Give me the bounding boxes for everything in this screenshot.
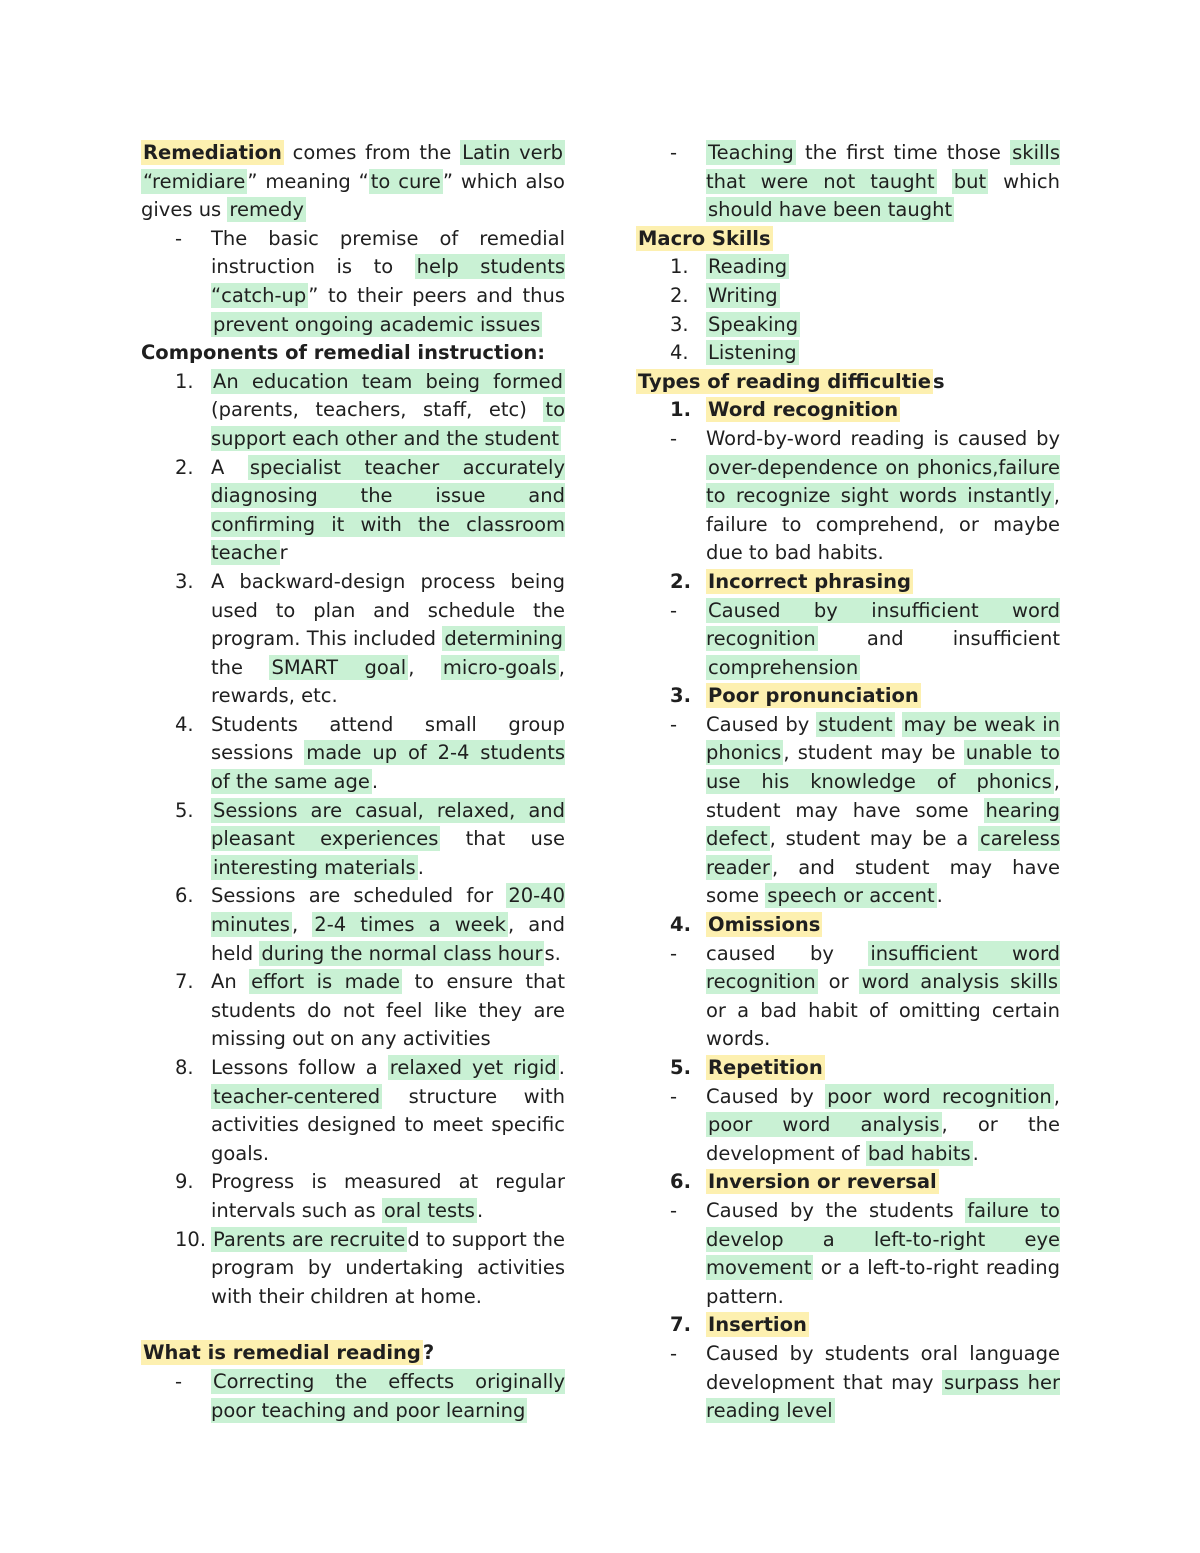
intro-highlight: to cure — [370, 169, 441, 193]
difficulty-title-text: Omissions — [708, 913, 821, 937]
teaching-item — [636, 139, 1060, 225]
item-number: 3. — [175, 569, 194, 593]
item-number: 2. — [670, 283, 689, 307]
difficulty-description — [636, 1340, 1060, 1426]
dash-marker: - — [670, 1198, 678, 1222]
intro-highlight: remedy — [229, 198, 304, 222]
premise-text: The basic premise of remedial instruction is to — [211, 226, 565, 279]
difficulty-title — [636, 1311, 1060, 1340]
difficulty-description — [636, 711, 1060, 911]
dash-marker: - — [175, 1369, 183, 1393]
component-highlight: oral tests — [383, 1198, 475, 1222]
difficulty-title — [636, 1168, 1060, 1197]
component-highlight: made up of 2-4 students of the same age — [211, 741, 566, 794]
types-heading — [636, 368, 1060, 397]
item-number: 3. — [670, 684, 691, 708]
component-highlight: 20-40 minutes — [211, 884, 565, 937]
component-text: A backward-design process being used to plan and schedule the program. This included — [211, 569, 565, 651]
component-text: , rewards, etc. — [211, 655, 565, 708]
difficulty-text: Caused by — [706, 712, 817, 736]
component-highlight: during the normal class hour — [261, 941, 543, 965]
intro-highlight: Latin verb — [462, 141, 563, 164]
difficulty-highlight: Caused by insufficient word recognition — [706, 598, 1060, 651]
dash-marker: - — [670, 712, 678, 736]
types-heading-text: Types of reading difficultie — [638, 369, 931, 393]
component-text: (parents, teachers, staff, etc) — [211, 398, 544, 422]
component-highlight: specialist teacher accurately diagnosing the issue and confirming it with the classroom teache — [211, 455, 565, 565]
component-text: . — [417, 855, 424, 879]
component-highlight: An education team being formed — [213, 369, 563, 393]
difficulty-highlight: may be weak in phonics — [706, 712, 1060, 765]
difficulty-title-text: Inversion or reversal — [708, 1170, 937, 1194]
component-item — [141, 882, 565, 968]
difficulty-text: , failure to comprehend, or maybe due to bad habits. — [706, 484, 1060, 565]
dash-marker: - — [670, 1084, 678, 1108]
difficulty-highlight: hearing defect — [706, 798, 1060, 851]
component-text: , — [408, 655, 441, 679]
types-list — [636, 396, 1060, 1425]
teaching-highlight: but — [953, 169, 987, 193]
component-item — [141, 454, 565, 568]
difficulty-highlight: student — [818, 712, 893, 736]
item-number: 4. — [670, 341, 689, 365]
item-number: 1. — [175, 369, 194, 393]
macro-skill-text: Listening — [708, 341, 797, 365]
item-number: 6. — [175, 884, 194, 908]
difficulty-text: Caused by students oral language development that may — [706, 1341, 1060, 1394]
difficulty-highlight: failure to develop a left-to-right eye movement — [706, 1198, 1060, 1280]
item-number: 1. — [670, 398, 691, 422]
difficulty-title-text: Word recognition — [708, 398, 899, 422]
premise-highlight: prevent ongoing academic issues — [213, 312, 541, 336]
difficulty-highlight: over-dependence on phonics,failure to recognize sight words instantly — [706, 455, 1060, 508]
component-text: . — [371, 770, 379, 794]
item-number: 9. — [175, 1170, 194, 1194]
component-text: r — [279, 541, 288, 565]
dash-marker: - — [670, 141, 678, 164]
component-text: s. — [544, 941, 561, 965]
dash-marker: - — [670, 426, 678, 450]
component-text: d to support the program by undertaking activities with their children at home. — [211, 1227, 565, 1308]
item-number: 7. — [670, 1313, 691, 1337]
intro-highlight: “remidiare — [143, 169, 246, 193]
remedial-heading-text: What is remedial reading — [143, 1341, 421, 1365]
difficulty-highlight: bad habits — [867, 1141, 971, 1165]
teaching-highlight: Teaching — [708, 141, 794, 164]
item-number: 7. — [175, 970, 194, 994]
difficulty-title — [636, 396, 1060, 425]
item-number: 5. — [670, 1056, 691, 1079]
difficulty-text: and insufficient — [817, 627, 1060, 651]
difficulty-highlight: speech or accent — [767, 884, 935, 908]
component-highlight: relaxed yet rigid — [389, 1056, 557, 1079]
component-highlight: micro-goals — [442, 655, 557, 679]
components-heading: Components of remedial instruction: — [141, 341, 546, 365]
difficulty-highlight: comprehension — [708, 655, 859, 679]
premise-text: ” to their peers and thus — [308, 283, 565, 307]
component-text: to ensure that students do not feel like they are missing out on any activities — [211, 970, 565, 1051]
difficulty-text: or — [817, 970, 860, 994]
difficulty-text: Caused by — [706, 1084, 826, 1108]
difficulty-text: or a left-to-right reading pattern. — [706, 1256, 1060, 1308]
difficulty-text: . — [972, 1141, 979, 1165]
difficulty-text: , or the development of — [706, 1113, 1060, 1165]
difficulty-description — [636, 597, 1060, 683]
right-column — [636, 139, 1060, 1426]
component-text: Progress is measured at regular intervals such as — [211, 1170, 565, 1222]
dash-marker: - — [175, 226, 183, 250]
macro-heading-text: Macro Skills — [638, 226, 771, 250]
component-highlight: effort is made — [251, 970, 400, 994]
macro-skills-heading — [636, 225, 1060, 254]
premise-item — [141, 225, 565, 339]
difficulty-description — [636, 425, 1060, 568]
item-number: 6. — [670, 1170, 691, 1194]
component-highlight: to support each other and the student — [211, 398, 565, 450]
macro-skill-text: Reading — [708, 255, 788, 279]
dash-marker: - — [670, 598, 678, 622]
remedial-reading-heading — [141, 1339, 565, 1368]
types-heading-tail: s — [932, 369, 945, 393]
component-item — [141, 1226, 565, 1312]
difficulty-title-text: Poor pronunciation — [708, 684, 919, 708]
component-text: Lessons follow a — [211, 1056, 388, 1079]
difficulty-text: , student may be — [783, 741, 964, 765]
spacer — [141, 1311, 565, 1339]
remedial-item — [141, 1368, 565, 1425]
item-number: 4. — [175, 712, 194, 736]
component-item — [141, 797, 565, 883]
component-highlight: Sessions are casual, relaxed, and pleasant experiences — [211, 798, 565, 851]
difficulty-text: caused by — [706, 941, 869, 965]
item-number: 1. — [670, 255, 689, 279]
difficulty-highlight: poor word analysis — [708, 1113, 940, 1137]
macro-skill-text: Speaking — [708, 312, 799, 336]
item-number: 4. — [670, 913, 691, 937]
dash-marker: - — [670, 1341, 678, 1365]
component-text: . — [558, 1056, 565, 1079]
component-text: Students attend small group sessions — [211, 712, 565, 765]
difficulty-text — [895, 713, 902, 736]
difficulty-text: or a bad habit of omitting certain words. — [706, 998, 1060, 1051]
teaching-text — [937, 170, 952, 193]
component-text: that use — [440, 827, 565, 851]
item-number: 10. — [175, 1227, 207, 1251]
difficulty-highlight: insufficient word recognition — [706, 941, 1060, 994]
difficulty-title — [636, 568, 1060, 597]
component-item — [141, 968, 565, 1054]
difficulty-highlight: surpass her reading level — [706, 1370, 1060, 1423]
macro-item — [636, 282, 1060, 311]
difficulty-description — [636, 940, 1060, 1054]
item-number: 5. — [175, 798, 194, 822]
intro-paragraph — [141, 139, 565, 225]
intro-text: ” meaning “ — [247, 169, 369, 193]
component-text: A — [211, 455, 248, 479]
difficulty-title-text: Insertion — [708, 1313, 807, 1337]
intro-text: ” which also gives us — [141, 169, 565, 222]
difficulty-title — [636, 911, 1060, 940]
difficulty-highlight: word analysis skills — [861, 970, 1058, 994]
remedial-heading-mark: ? — [422, 1341, 435, 1365]
left-column — [141, 139, 565, 1425]
item-number: 2. — [175, 455, 194, 479]
component-highlight: 2-4 times a week — [314, 913, 506, 937]
difficulty-highlight: careless reader — [706, 827, 1060, 879]
component-text: structure with activities designed to meet specific goals. — [211, 1084, 565, 1165]
component-highlight: interesting materials — [213, 855, 416, 879]
difficulty-text: Caused by the students — [706, 1198, 966, 1222]
component-item — [141, 568, 565, 711]
macro-item — [636, 339, 1060, 368]
component-item — [141, 1054, 565, 1168]
component-text: the — [211, 655, 270, 679]
difficulty-highlight: poor word recognition — [827, 1084, 1052, 1108]
macro-item — [636, 311, 1060, 340]
macro-item — [636, 253, 1060, 282]
component-highlight: determining — [444, 627, 563, 651]
difficulty-text: , student may have some — [706, 770, 1060, 822]
item-number: 2. — [670, 569, 691, 593]
difficulty-highlight: unable to use his knowledge of phonics — [706, 741, 1060, 794]
dash-marker: - — [670, 941, 678, 965]
difficulty-text: , and student may have some — [706, 855, 1060, 908]
component-text: . — [476, 1198, 484, 1222]
difficulty-title — [636, 1054, 1060, 1083]
component-item — [141, 1168, 565, 1225]
difficulty-text: Word-by-word reading is caused by — [706, 426, 1060, 450]
teaching-highlight: skills that were not taught — [706, 141, 1060, 193]
component-text: , and held — [211, 913, 565, 965]
component-item — [141, 711, 565, 797]
component-text: Sessions are scheduled for — [211, 884, 507, 908]
difficulty-title — [636, 682, 1060, 711]
term-remediation: Remediation — [143, 141, 282, 164]
teaching-highlight: should have been taught — [708, 198, 953, 222]
teaching-text: the first time those — [795, 141, 1011, 164]
premise-highlight: help students “catch-up — [211, 255, 565, 307]
difficulty-text: , student may be a — [769, 827, 978, 851]
intro-text: comes from the — [283, 141, 461, 164]
component-text: An — [211, 970, 250, 994]
difficulty-description — [636, 1083, 1060, 1169]
remedial-item-text: Correcting the effects originally poor teaching and poor learning — [211, 1369, 565, 1422]
difficulty-title-text: Incorrect phrasing — [708, 569, 911, 593]
component-highlight: Parents are recruite — [213, 1227, 406, 1251]
component-highlight: SMART goal — [271, 655, 407, 679]
macro-skill-text: Writing — [708, 283, 778, 307]
teaching-text: which — [988, 169, 1060, 193]
difficulty-text: . — [936, 884, 943, 908]
component-text: , — [291, 913, 313, 937]
difficulty-title-text: Repetition — [708, 1056, 823, 1079]
item-number: 3. — [670, 312, 689, 336]
item-number: 8. — [175, 1056, 194, 1079]
component-highlight: teacher-centered — [213, 1084, 381, 1108]
component-item — [141, 368, 565, 454]
difficulty-description — [636, 1197, 1060, 1311]
difficulty-text: , — [1053, 1084, 1060, 1108]
